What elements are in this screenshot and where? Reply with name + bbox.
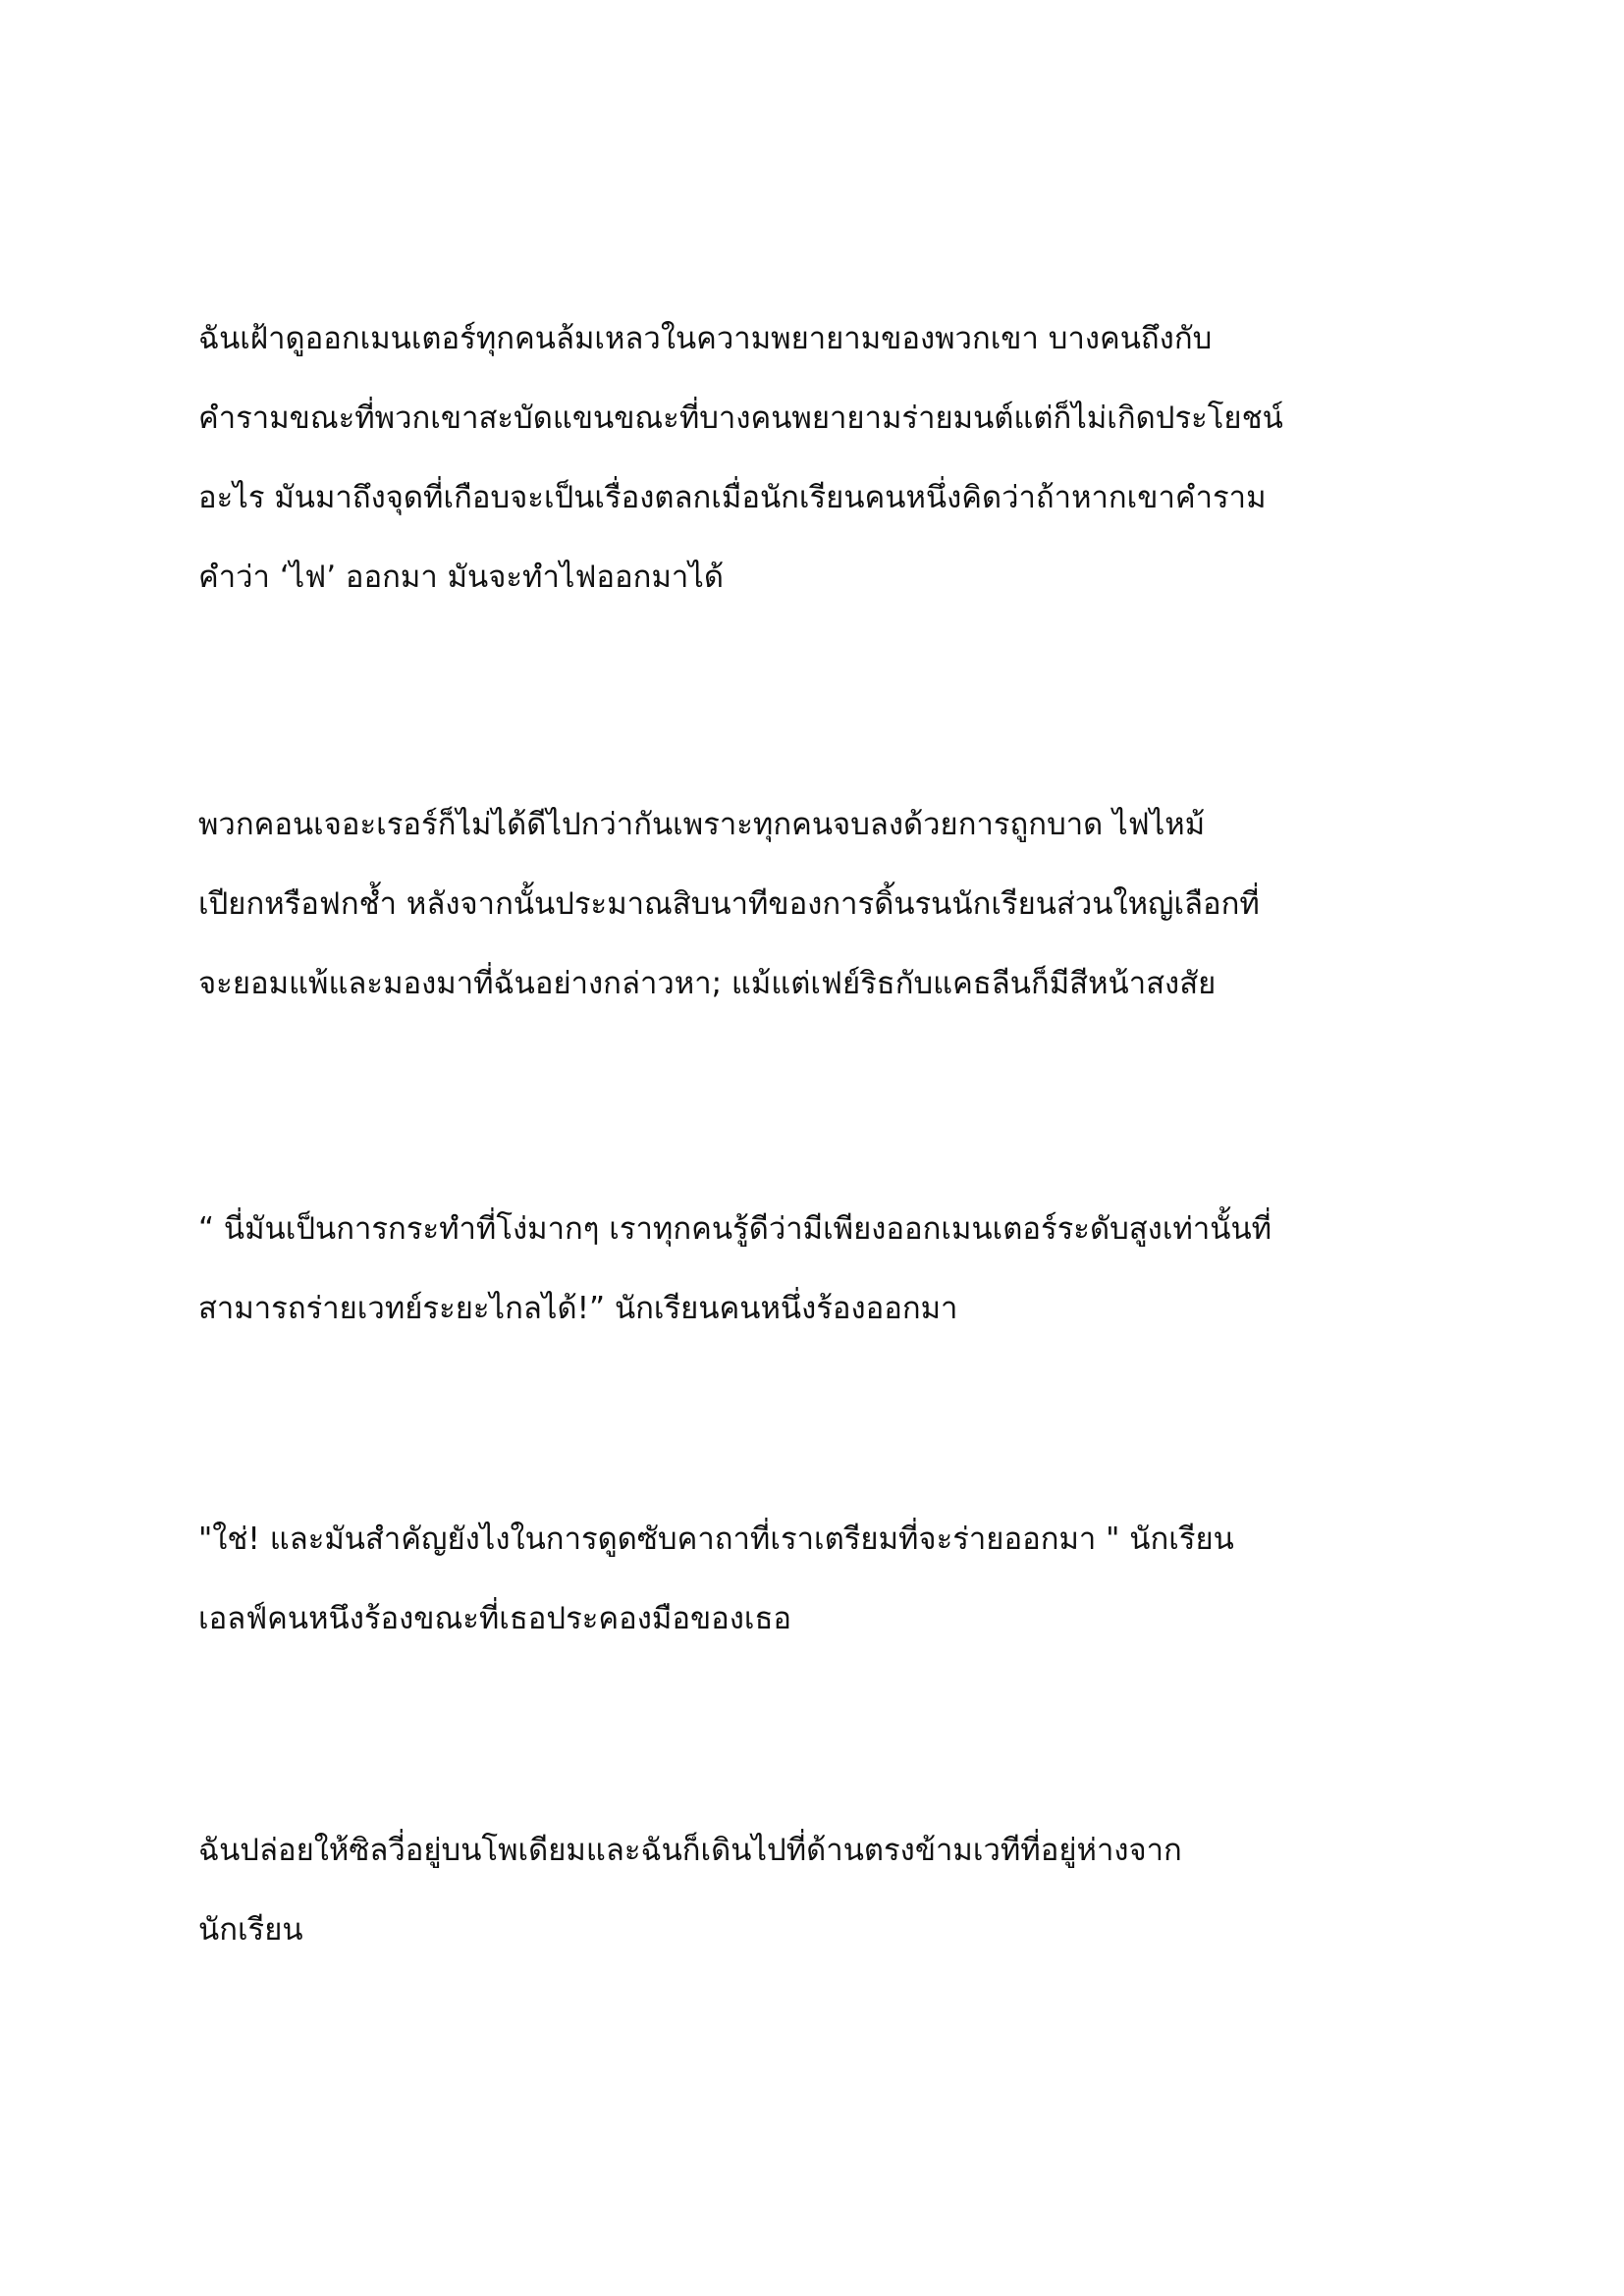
text-line: เอลฟ์คนหนึงร้องขณะที่เธอประคองมือของเธอ [198, 1601, 792, 1636]
paragraph-4 [198, 1500, 1465, 1659]
text-line: อะไร มันมาถึงจุดที่เกือบจะเป็นเรื่องตลกเมื่อนักเรียนคนหนึ่งคิดว่าถ้าหากเขาคำราม [198, 480, 1267, 515]
text-line: คำว่า ‘ไฟ’ ออกมา มันจะทำไฟออกมาได้ [198, 560, 725, 595]
text-line: “ นี่มันเป็นการกระทำที่โง่มากๆ เราทุกคนรู้ดีว่ามีเพียงออกเมนเตอร์ระดับสูงเท่านั้นที่ [198, 1211, 1272, 1247]
paragraph-1 [198, 299, 1465, 617]
text-line: พวกคอนเจอะเรอร์ก็ไม่ได้ดีไปกว่ากันเพราะทุกคนจบลงด้วยการถูกบาด ไฟไหม้ [198, 807, 1206, 842]
paragraph-2 [198, 785, 1465, 1024]
text-line: นักเรียน [198, 1912, 303, 1948]
text-line: ฉันปล่อยให้ซิลวี่อยู่บนโพเดียมและฉันก็เดินไปที่ด้านตรงข้ามเวทีที่อยู่ห่างจาก [198, 1833, 1182, 1868]
text-line: คำรามขณะที่พวกเขาสะบัดแขนขณะที่บางคนพยายามร่ายมนต์แต่ก็ไม่เกิดประโยชน์ [198, 400, 1283, 436]
text-line: จะยอมแพ้และมองมาที่ฉันอย่างกล่าวหา; แม้แต่เฟย์ริธกับแคธลีนก็มีสีหน้าสงสัย [198, 966, 1217, 1001]
text-line: ฉันเฝ้าดูออกเมนเตอร์ทุกคนล้มเหลวในความพยายามของพวกเขา บางคนถึงกับ [198, 321, 1213, 356]
text-line: สามารถร่ายเวทย์ระยะไกลได้!” นักเรียนคนหนึ่งร้องออกมา [198, 1291, 958, 1326]
text-line: "ใช่! และมันสำคัญยังไงในการดูดซับคาถาที่เราเตรียมที่จะร่ายออกมา " นักเรียน [198, 1522, 1234, 1557]
paragraph-5 [198, 1811, 1465, 1970]
paragraph-3 [198, 1190, 1465, 1349]
text-line: เปียกหรือฟกช้ำ หลังจากนั้นประมาณสิบนาทีของการดิ้นรนนักเรียนส่วนใหญ่เลือกที่ [198, 886, 1260, 922]
